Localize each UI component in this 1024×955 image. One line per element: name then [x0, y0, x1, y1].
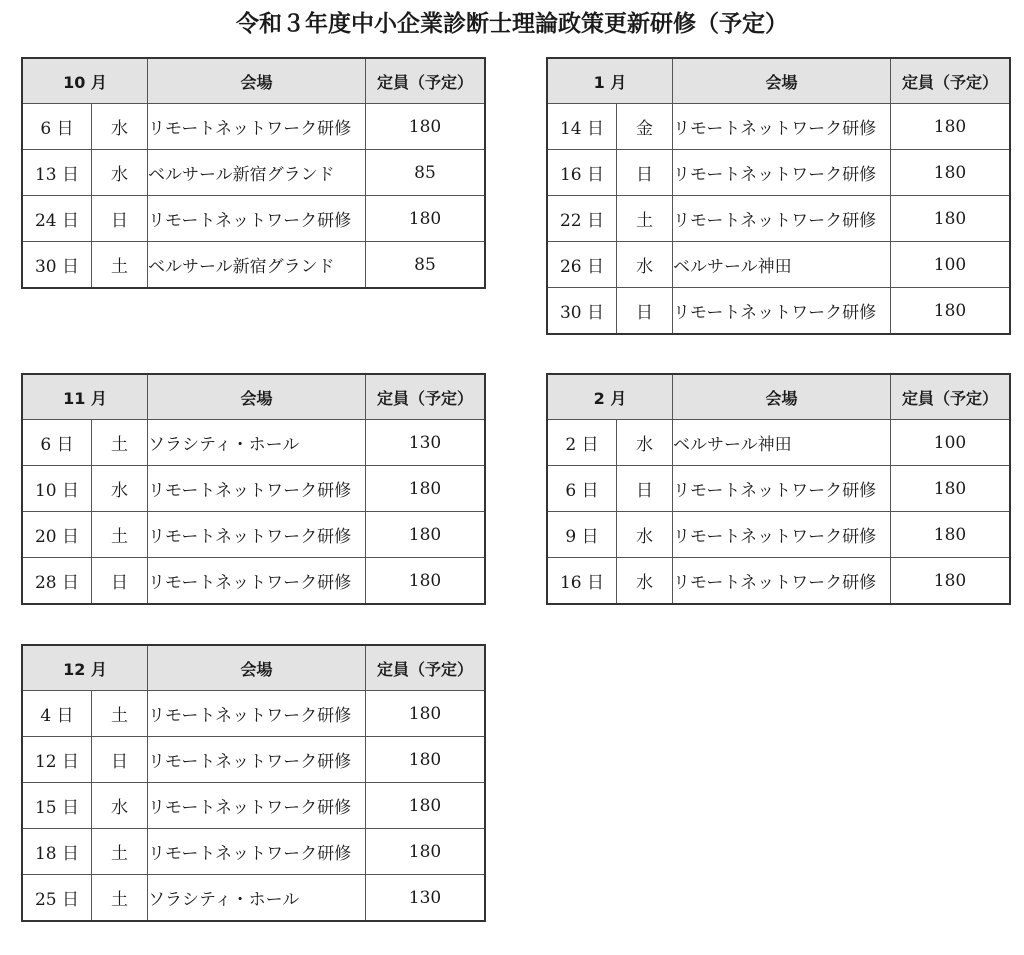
capacity-cell: 180: [366, 737, 486, 783]
venue-cell: リモートネットワーク研修: [148, 691, 366, 737]
table-row: [547, 466, 1010, 512]
table-row: [547, 558, 1010, 605]
table-row: [22, 512, 485, 558]
capacity-cell: 180: [891, 104, 1011, 150]
weekday-cell: 土: [92, 242, 148, 289]
weekday-cell: 水: [617, 242, 673, 288]
table-header-row: [22, 374, 485, 420]
weekday-cell: 土: [617, 196, 673, 242]
capacity-header: 定員（予定）: [891, 58, 1011, 104]
capacity-cell: 180: [366, 512, 486, 558]
venue-cell: ベルサール新宿グランド: [148, 150, 366, 196]
weekday-cell: 水: [92, 466, 148, 512]
table-row: [22, 783, 485, 829]
table-row: [547, 150, 1010, 196]
weekday-cell: 水: [92, 104, 148, 150]
day-cell: 30 日: [547, 288, 617, 335]
table-row: [22, 691, 485, 737]
weekday-cell: 土: [92, 829, 148, 875]
table-header-row: [22, 645, 485, 691]
venue-cell: リモートネットワーク研修: [673, 150, 891, 196]
page-title: 令和３年度中小企業診断士理論政策更新研修（予定）: [236, 11, 788, 37]
table-row: [22, 104, 485, 150]
venue-cell: リモートネットワーク研修: [148, 196, 366, 242]
table-row: [547, 512, 1010, 558]
table-header-row: [547, 58, 1010, 104]
capacity-cell: 100: [891, 242, 1011, 288]
table-row: [22, 558, 485, 605]
venue-cell: リモートネットワーク研修: [148, 737, 366, 783]
capacity-cell: 180: [366, 558, 486, 605]
day-cell: 22 日: [547, 196, 617, 242]
capacity-cell: 180: [891, 558, 1011, 605]
capacity-cell: 180: [366, 691, 486, 737]
capacity-cell: 180: [891, 150, 1011, 196]
day-cell: 2 日: [547, 420, 617, 466]
venue-cell: リモートネットワーク研修: [673, 558, 891, 605]
venue-cell: リモートネットワーク研修: [673, 104, 891, 150]
capacity-cell: 180: [891, 288, 1011, 335]
venue-cell: リモートネットワーク研修: [148, 783, 366, 829]
day-cell: 16 日: [547, 558, 617, 605]
venue-cell: リモートネットワーク研修: [673, 288, 891, 335]
day-cell: 6 日: [547, 466, 617, 512]
weekday-cell: 日: [92, 558, 148, 605]
weekday-cell: 土: [92, 691, 148, 737]
weekday-cell: 水: [617, 420, 673, 466]
day-cell: 4 日: [22, 691, 92, 737]
schedule-table-january: [546, 57, 1011, 335]
month-header: 11 月: [22, 374, 148, 420]
venue-cell: リモートネットワーク研修: [148, 829, 366, 875]
capacity-cell: 180: [366, 829, 486, 875]
schedule-table-february: [546, 373, 1011, 605]
day-cell: 26 日: [547, 242, 617, 288]
weekday-cell: 金: [617, 104, 673, 150]
capacity-cell: 180: [891, 196, 1011, 242]
venue-cell: ベルサール神田: [673, 420, 891, 466]
table-header-row: [22, 58, 485, 104]
day-cell: 10 日: [22, 466, 92, 512]
day-cell: 6 日: [22, 420, 92, 466]
table-row: [22, 150, 485, 196]
table-header-row: [547, 374, 1010, 420]
table-row: [22, 420, 485, 466]
table-row: [22, 829, 485, 875]
capacity-cell: 180: [366, 466, 486, 512]
schedule-table-december: [21, 644, 486, 922]
schedule-table-november: [21, 373, 486, 605]
day-cell: 25 日: [22, 875, 92, 922]
capacity-header: 定員（予定）: [366, 58, 486, 104]
day-cell: 6 日: [22, 104, 92, 150]
day-cell: 16 日: [547, 150, 617, 196]
capacity-cell: 180: [366, 196, 486, 242]
venue-header: 会場: [148, 645, 366, 691]
weekday-cell: 水: [617, 558, 673, 605]
day-cell: 30 日: [22, 242, 92, 289]
table-row: [22, 466, 485, 512]
capacity-cell: 180: [366, 783, 486, 829]
schedule-table-october: [21, 57, 486, 289]
capacity-cell: 85: [366, 150, 486, 196]
capacity-cell: 130: [366, 420, 486, 466]
capacity-cell: 180: [891, 512, 1011, 558]
capacity-cell: 130: [366, 875, 486, 922]
table-row: [547, 104, 1010, 150]
capacity-header: 定員（予定）: [366, 645, 486, 691]
capacity-cell: 100: [891, 420, 1011, 466]
day-cell: 14 日: [547, 104, 617, 150]
venue-cell: リモートネットワーク研修: [148, 104, 366, 150]
table-row: [22, 242, 485, 289]
venue-cell: リモートネットワーク研修: [673, 512, 891, 558]
weekday-cell: 日: [92, 737, 148, 783]
table-row: [547, 242, 1010, 288]
venue-cell: ベルサール神田: [673, 242, 891, 288]
month-header: 2 月: [547, 374, 673, 420]
capacity-header: 定員（予定）: [366, 374, 486, 420]
table-row: [547, 196, 1010, 242]
weekday-cell: 水: [617, 512, 673, 558]
day-cell: 20 日: [22, 512, 92, 558]
venue-cell: リモートネットワーク研修: [148, 466, 366, 512]
venue-cell: ソラシティ・ホール: [148, 875, 366, 922]
day-cell: 13 日: [22, 150, 92, 196]
day-cell: 24 日: [22, 196, 92, 242]
day-cell: 15 日: [22, 783, 92, 829]
venue-header: 会場: [148, 374, 366, 420]
weekday-cell: 土: [92, 875, 148, 922]
month-header: 12 月: [22, 645, 148, 691]
venue-header: 会場: [673, 58, 891, 104]
day-cell: 28 日: [22, 558, 92, 605]
weekday-cell: 水: [92, 150, 148, 196]
capacity-cell: 180: [891, 466, 1011, 512]
table-row: [547, 288, 1010, 335]
weekday-cell: 日: [92, 196, 148, 242]
table-row: [547, 420, 1010, 466]
table-row: [22, 875, 485, 922]
venue-cell: リモートネットワーク研修: [148, 512, 366, 558]
venue-header: 会場: [673, 374, 891, 420]
capacity-cell: 85: [366, 242, 486, 289]
venue-header: 会場: [148, 58, 366, 104]
weekday-cell: 日: [617, 466, 673, 512]
venue-cell: リモートネットワーク研修: [673, 466, 891, 512]
capacity-header: 定員（予定）: [891, 374, 1011, 420]
weekday-cell: 土: [92, 512, 148, 558]
venue-cell: ベルサール新宿グランド: [148, 242, 366, 289]
venue-cell: リモートネットワーク研修: [148, 558, 366, 605]
day-cell: 18 日: [22, 829, 92, 875]
venue-cell: ソラシティ・ホール: [148, 420, 366, 466]
weekday-cell: 日: [617, 150, 673, 196]
table-row: [22, 737, 485, 783]
weekday-cell: 土: [92, 420, 148, 466]
weekday-cell: 水: [92, 783, 148, 829]
table-row: [22, 196, 485, 242]
day-cell: 9 日: [547, 512, 617, 558]
capacity-cell: 180: [366, 104, 486, 150]
day-cell: 12 日: [22, 737, 92, 783]
month-header: 10 月: [22, 58, 148, 104]
venue-cell: リモートネットワーク研修: [673, 196, 891, 242]
month-header: 1 月: [547, 58, 673, 104]
weekday-cell: 日: [617, 288, 673, 335]
